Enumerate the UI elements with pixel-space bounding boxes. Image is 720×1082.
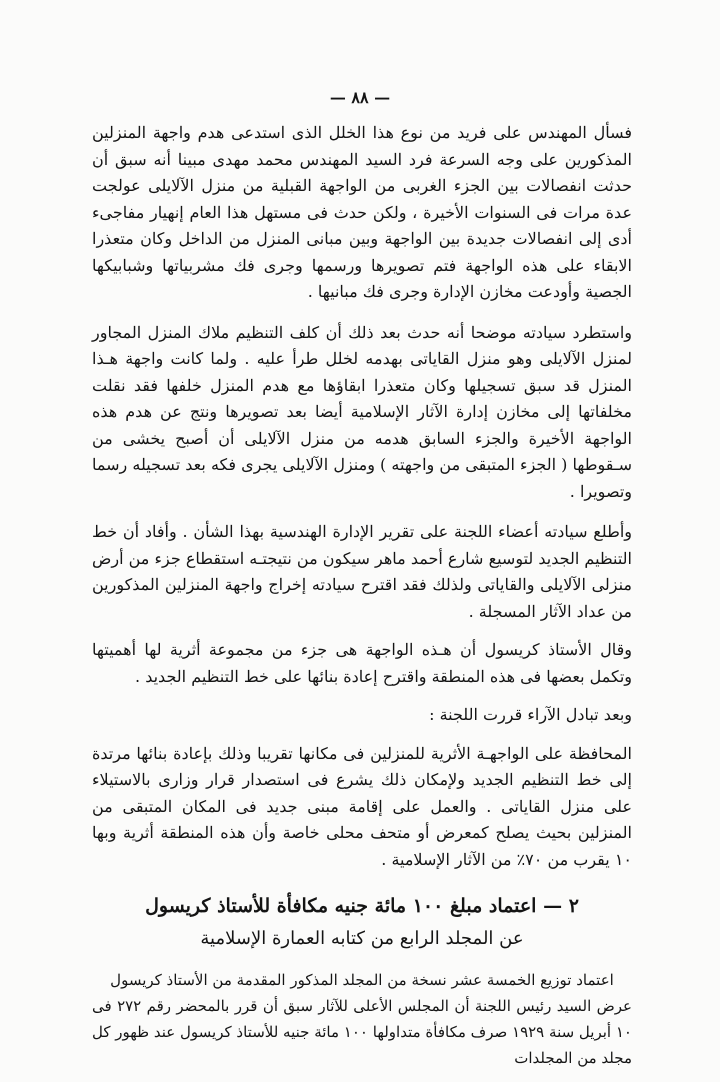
page-body	[92, 120, 632, 1071]
paragraph-reward: عرض السيد رئيس اللجنة أن المجلس الأعلى للآثار سبق أن قرر بالمحضر رقم ٢٧٢ فى ١٠ أبريل سنة ١٩٢٩ صرف مكافأة متداولها ١٠٠ مائة جنيه للأستاذ كريسول عند ظهور كل مجلد من المجلدات	[92, 997, 632, 1067]
paragraph-planning-report: وأطلع سيادته أعضاء اللجنة على تقرير الإدارة الهندسية بهذا الشأن . وأفاد أن خط التنظيم الجديد لتوسيع شارع أحمد ماهر سيكون من نتيجتـه استقطاع جزء من أرض منزلى الآلايلى والقاياتى ولذلك فقد اقترح سيادته إخراج واجهة المنزلين المذكورين من عداد الآثار المسجلة .	[92, 522, 633, 621]
paragraph-qayati-house: واستطرد سيادته موضحا أنه حدث بعد ذلك أن كلف التنظيم ملاك المنزل المجاور لمنزل الآلايلى وهو منزل القاياتى بهدمه لخلل طرأ عليه . ولما كانت واجهة هـذا المنزل قد سبق تسجيلها وكان متعذرا ابقاؤها مع هدم المنزل خلفها فقد نقلت مخلفاتها إلى مخازن إدارة الآثار الإسلامية أيضا بعد تصويرها ونتج عن هدم هذه الواجهة الأخيرة والجزء السابق هدمه من منزل الآلايلى أن أصبح يخشى من سـقوطها ( الجزء المتبقى من واجهته ) ومنزل الآلايلى يجرى فكه بعد تسجيله رسما وتصويرا .	[92, 322, 632, 501]
paragraph-engineer-question: فسأل المهندس على فريد من نوع هذا الخلل الذى استدعى هدم واجهة المنزلين المذكورين على وجه السرعة فرد السيد المهندس محمد مهدى مبينا أنه سبق أن حدثت انفصالات بين الجزء الغربى من الواجهة القبلية من منزل الآلايلى عولجت عدة مرات فى السنوات الأخيرة ، ولكن حدث فى مستهل هذا العام إنهيار مفاجىء أدى إلى انفصالات جديدة بين الواجهة وبين مبانى المنزل من الداخل وكان متعذرا الابقاء على هذه الواجهة فتم تصويرها ورسمها وجرى فك مشربياتها وشبابيكها الجصية وأودعت مخازن الإدارة وجرى فك مبانيها .	[92, 123, 633, 301]
paragraph-creswell-opinion: وقال الأستاذ كريسول أن هـذه الواجهة هى جزء من مجموعة أثرية لها أهميتها وتكمل بعضها فى هذه المنطقة واقترح إعادة بنائها على خط التنظيم الجديد .	[92, 640, 632, 686]
paragraph-committee-decision-intro: وبعد تبادل الآراء قررت اللجنة :	[429, 705, 632, 724]
paragraph-committee-decision: المحافظة على الواجهـة الأثرية للمنزلين فى مكانها تقريبا وذلك بإعادة بنائها مرتدة إلى خط التنظيم الجديد ولإمكان ذلك يشرع فى استصدار قرار وزارى بالاستيلاء على منزل القاياتى . والعمل على إقامة مبنى جديد فى المكان المتبقى من المنزلين بحيث يصلح كمعرض أو متحف محلى خاصة وأن هذه المنطقة أثرية وبها ١٠ يقرب من ٧٠٪ من الآثار الإسلامية .	[92, 743, 632, 869]
page-number: — ٨٨ —	[329, 88, 391, 107]
section-subheading: عن المجلد الرابع من كتابه العمارة الإسلامية	[200, 928, 524, 949]
section-heading-block	[92, 889, 632, 955]
section-heading: ٢ — اعتماد مبلغ ١٠٠ مائة جنيه مكافأة للأستاذ كريسول	[145, 895, 579, 917]
paragraph-distribution: اعتماد توزيع الخمسة عشر نسخة من المجلد المذكور المقدمة من الأستاذ كريسول	[110, 971, 614, 989]
